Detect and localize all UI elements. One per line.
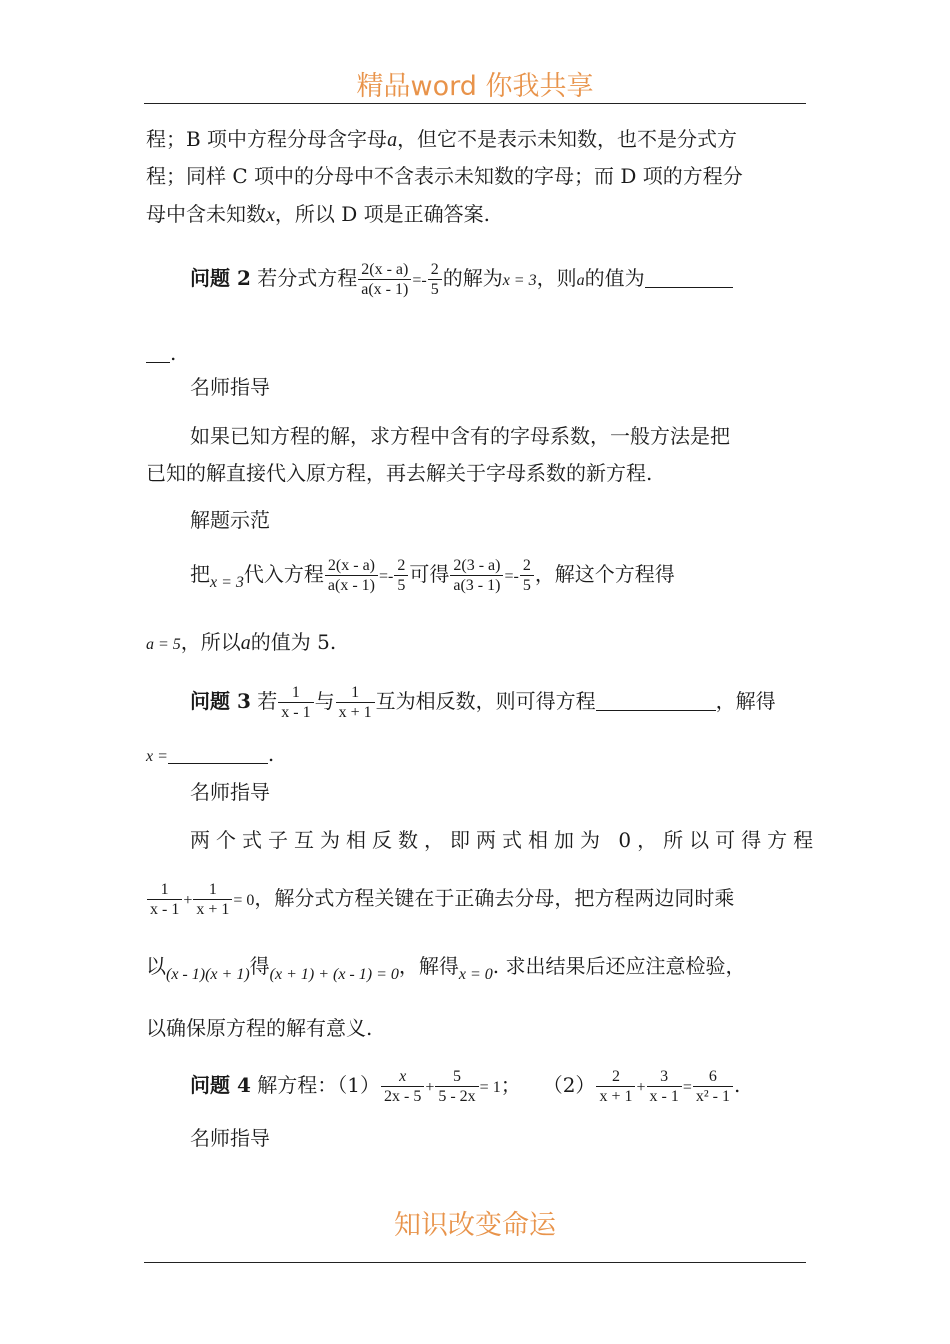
expression: (x + 1) + (x - 1) = 0 (269, 966, 399, 983)
text: 的解为 (442, 266, 503, 291)
fraction (381, 1067, 424, 1106)
question-label: 问题 4 (190, 1073, 251, 1098)
fraction (520, 556, 534, 595)
question-label: 问题 2 (190, 266, 251, 291)
answer-blank[interactable] (146, 344, 170, 363)
fraction (147, 880, 182, 919)
operator: = 0 (233, 892, 255, 910)
denominator: x² - 1 (693, 1086, 733, 1106)
fraction (336, 683, 375, 722)
page-header-title: 精品word 你我共享 (356, 71, 594, 102)
answer-blank[interactable] (645, 269, 733, 288)
header-divider (144, 103, 806, 104)
text: ，所以 D 项是正确答案. (274, 202, 490, 226)
denominator: 2x - 5 (381, 1086, 424, 1106)
paragraph-line (146, 956, 746, 983)
denominator: x - 1 (647, 1086, 682, 1106)
solution: x = 0 (458, 966, 493, 983)
question-3 (190, 683, 776, 722)
text: 把 (190, 562, 210, 587)
page-footer-title: 知识改变命运 (394, 1210, 556, 1241)
numerator: 1 (351, 684, 360, 701)
text: 若分式方程 (257, 266, 358, 291)
fraction (394, 556, 408, 595)
text: . (170, 341, 177, 365)
operator: = (682, 1079, 692, 1097)
text: 互为相反数，则可得方程 (375, 689, 596, 714)
operator: =- (504, 568, 519, 586)
numerator: 1 (208, 881, 217, 898)
answer-blank[interactable] (168, 745, 268, 764)
demo-conclusion (146, 632, 336, 653)
expression: (x - 1)(x + 1) (166, 966, 250, 983)
footer-divider (144, 1262, 806, 1263)
numerator: 3 (660, 1068, 669, 1085)
text: ，解得 (398, 954, 459, 978)
paragraph-line: 程；同样 C 项中的分母中不含表示未知数的字母；而 D 项的方程分 (146, 164, 743, 188)
text: 可得 (409, 562, 450, 587)
text: ，但它不是表示未知数，也不是分式方 (397, 127, 738, 151)
denominator: a(x - 1) (325, 575, 378, 595)
text: 解方程：（1） (257, 1073, 380, 1098)
demo-line (190, 556, 675, 595)
text: 代入方程 (243, 562, 324, 587)
text: ； (500, 1073, 521, 1098)
denominator: 5 (520, 575, 534, 595)
numerator: x (399, 1068, 407, 1085)
text: 母中含未知数 (146, 202, 266, 226)
fraction (435, 1067, 478, 1106)
fraction (193, 880, 232, 919)
fraction (450, 556, 503, 595)
text: ，所以 (180, 630, 241, 654)
answer-blank[interactable] (596, 692, 716, 711)
denominator: x + 1 (596, 1086, 635, 1106)
question-3-tail (146, 744, 274, 765)
text: . 求出结果后还应注意检验， (492, 954, 746, 978)
fraction (428, 260, 442, 299)
numerator: 6 (708, 1068, 717, 1085)
denominator: x + 1 (336, 702, 375, 722)
numerator: 2 (522, 557, 531, 574)
variable: a (387, 129, 398, 151)
text: ，解这个方程得 (534, 562, 675, 587)
numerator: 2 (611, 1068, 620, 1085)
paragraph-line: 两个式子互为相反数，即两式相加为 0，所以可得方程 (190, 828, 820, 852)
numerator: 1 (291, 684, 300, 701)
denominator: a(x - 1) (358, 279, 411, 299)
section-heading: 名师指导 (190, 375, 270, 399)
operator: + (636, 1079, 646, 1097)
paragraph-line (146, 204, 490, 225)
variable: x (266, 204, 275, 226)
variable: x = (146, 748, 168, 765)
text: ，解分式方程关键在于正确去分母，把方程两边同时乘 (254, 886, 735, 911)
numerator: 2 (397, 557, 406, 574)
fraction (693, 1067, 733, 1106)
denominator: a(3 - 1) (450, 575, 503, 595)
text: 与 (314, 689, 335, 714)
numerator: 2(3 - a) (453, 557, 501, 574)
answer: a = 5 (146, 636, 181, 653)
paragraph-line: 已知的解直接代入原方程，再去解关于字母系数的新方程. (146, 461, 653, 485)
paragraph-line (146, 880, 734, 919)
text: 的值为 (584, 266, 645, 291)
text: ，则 (536, 266, 577, 291)
paragraph-line: 如果已知方程的解，求方程中含有的字母系数，一般方法是把 (190, 424, 730, 448)
numerator: 2(x - a) (361, 261, 409, 278)
variable: a (240, 632, 251, 654)
question-2-tail (146, 343, 176, 363)
section-heading: 名师指导 (190, 780, 270, 804)
operator: + (183, 892, 193, 910)
numerator: 5 (453, 1068, 461, 1085)
fraction (358, 260, 411, 299)
solution: x = 3 (502, 272, 537, 290)
denominator: x - 1 (278, 702, 313, 722)
operator: + (425, 1079, 435, 1097)
text: 若 (257, 689, 278, 714)
denominator: 5 (394, 575, 408, 595)
operator: = 1 (479, 1079, 501, 1097)
text: . (267, 742, 275, 766)
section-heading: 名师指导 (190, 1126, 270, 1150)
operator: =- (412, 272, 427, 290)
numerator: 2(x - a) (327, 557, 375, 574)
text: 的值为 5. (250, 630, 337, 654)
question-label: 问题 3 (190, 689, 251, 714)
paragraph-line: 以确保原方程的解有意义. (146, 1016, 373, 1040)
question-4 (190, 1067, 740, 1106)
text: （2） (542, 1073, 596, 1098)
solution: x = 3 (210, 574, 244, 592)
denominator: x - 1 (147, 899, 182, 919)
numerator: 1 (160, 881, 169, 898)
denominator: 5 - 2x (435, 1086, 478, 1106)
text: 以 (146, 954, 166, 978)
section-heading: 解题示范 (190, 508, 270, 532)
text: ，解得 (715, 689, 776, 714)
numerator: 2 (430, 261, 439, 278)
fraction (647, 1067, 682, 1106)
denominator: 5 (428, 279, 442, 299)
operator: =- (379, 568, 394, 586)
text: . (733, 1073, 741, 1098)
question-2 (190, 260, 733, 299)
fraction (596, 1067, 635, 1106)
denominator: x + 1 (193, 899, 232, 919)
variable: a (576, 272, 585, 290)
text: 得 (249, 954, 270, 978)
fraction (325, 556, 378, 595)
paragraph-line (146, 129, 737, 150)
text: 程；B 项中方程分母含字母 (146, 127, 388, 151)
fraction (278, 683, 313, 722)
